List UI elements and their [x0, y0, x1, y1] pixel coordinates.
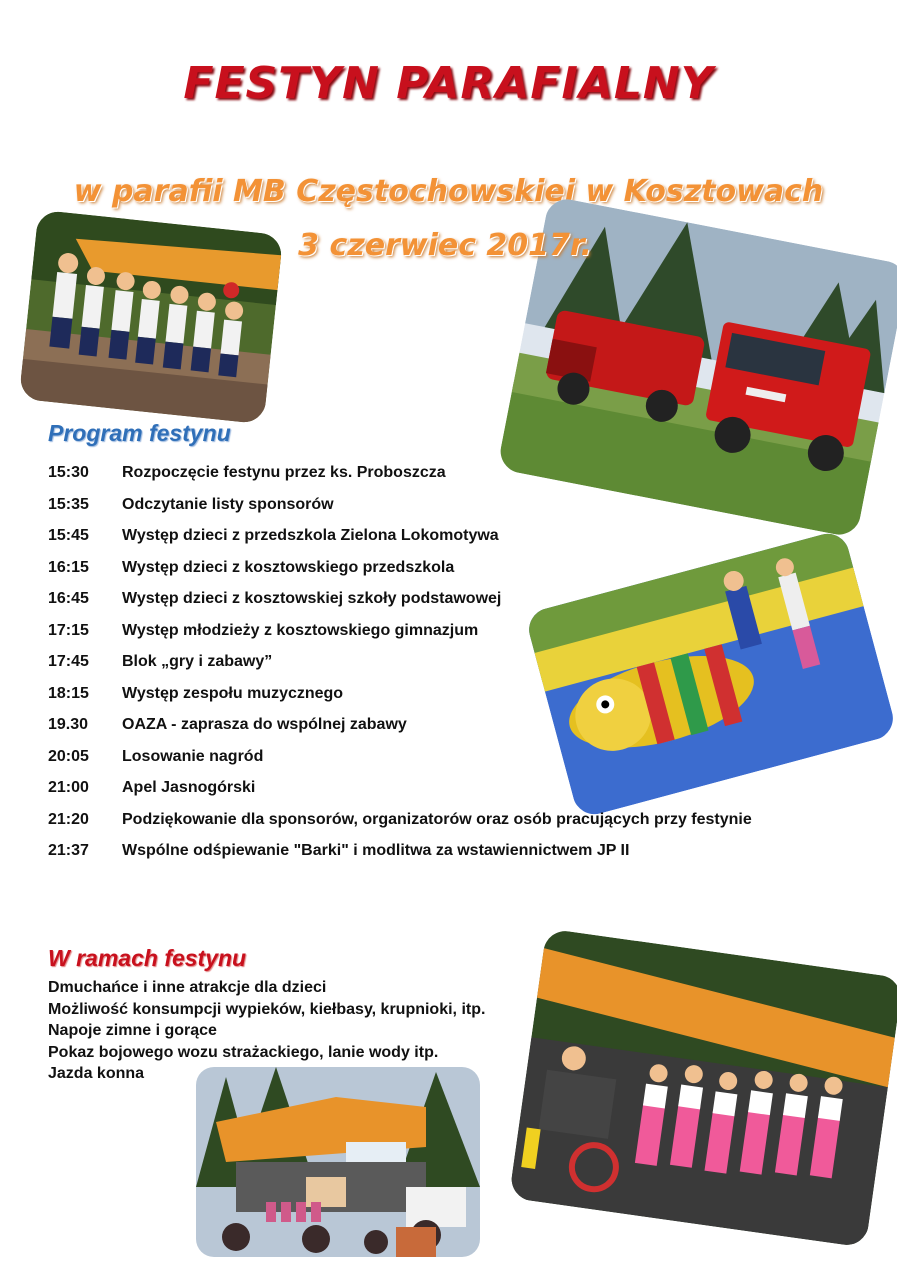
schedule-time: 15:45 — [48, 527, 89, 544]
subtitle-parish: w parafii MB Częstochowskiej w Kosztowach — [73, 174, 824, 209]
schedule-desc: Losowanie nagród — [122, 747, 264, 765]
list-item: Dmuchańce i inne atrakcje dla dzieci — [48, 979, 327, 996]
schedule-time: 21:00 — [48, 779, 89, 796]
schedule-time: 19.30 — [48, 716, 89, 733]
schedule-desc: Wspólne odśpiewanie "Barki" i modlitwa za wstawiennictwem JP II — [122, 842, 630, 859]
schedule-time: 15:35 — [48, 495, 89, 513]
list-item: Możliwość konsumpcji wypieków, kiełbasy, krupnioki, itp. — [48, 1000, 486, 1018]
schedule-time: 15:30 — [48, 464, 89, 481]
schedule-desc: Blok „gry i zabawy” — [122, 653, 273, 670]
schedule-desc: Występ dzieci z przedszkola Zielona Lokomotywa — [122, 527, 499, 544]
subtitle-date: 3 czerwiec 2017r. — [298, 228, 592, 263]
schedule-time: 21:20 — [48, 810, 89, 828]
photo-festival-stage — [196, 1067, 480, 1257]
schedule-desc: Rozpoczęcie festynu przez ks. Proboszcza — [122, 464, 446, 481]
schedule-desc: Apel Jasnogórski — [122, 779, 256, 796]
list-item: Jazda konna — [48, 1065, 145, 1082]
schedule-time: 20:05 — [48, 747, 89, 765]
schedule-time: 17:45 — [48, 653, 89, 670]
extras-heading: W ramach festynu — [48, 945, 247, 971]
list-item: Napoje zimne i gorące — [48, 1022, 217, 1039]
schedule-desc: Występ zespołu muzycznego — [122, 684, 344, 702]
schedule-desc: Występ dzieci z kosztowskiej szkoły podstawowej — [122, 590, 502, 607]
schedule-time: 21:37 — [48, 842, 89, 859]
list-item: Pokaz bojowego wozu strażackiego, lanie wody itp. — [48, 1043, 439, 1061]
schedule-desc: OAZA - zaprasza do wspólnej zabawy — [122, 716, 407, 733]
schedule-desc: Występ młodzieży z kosztowskiego gimnazjum — [122, 621, 479, 639]
schedule-time: 16:15 — [48, 558, 89, 576]
schedule-desc: Występ dzieci z kosztowskiego przedszkola — [122, 558, 455, 576]
page-title: FESTYN PARAFIALNY — [183, 58, 714, 109]
schedule-time: 18:15 — [48, 684, 89, 702]
schedule-time: 16:45 — [48, 590, 89, 607]
photo-stage-performers — [509, 928, 897, 1247]
photo-bouncy-castle — [524, 529, 897, 819]
schedule-desc: Odczytanie listy sponsorów — [122, 495, 334, 513]
schedule-time: 17:15 — [48, 621, 89, 639]
program-heading: Program festynu — [48, 420, 231, 446]
schedule-desc: Podziękowanie dla sponsorów, organizatorów oraz osób pracujących przy festynie — [122, 810, 752, 828]
